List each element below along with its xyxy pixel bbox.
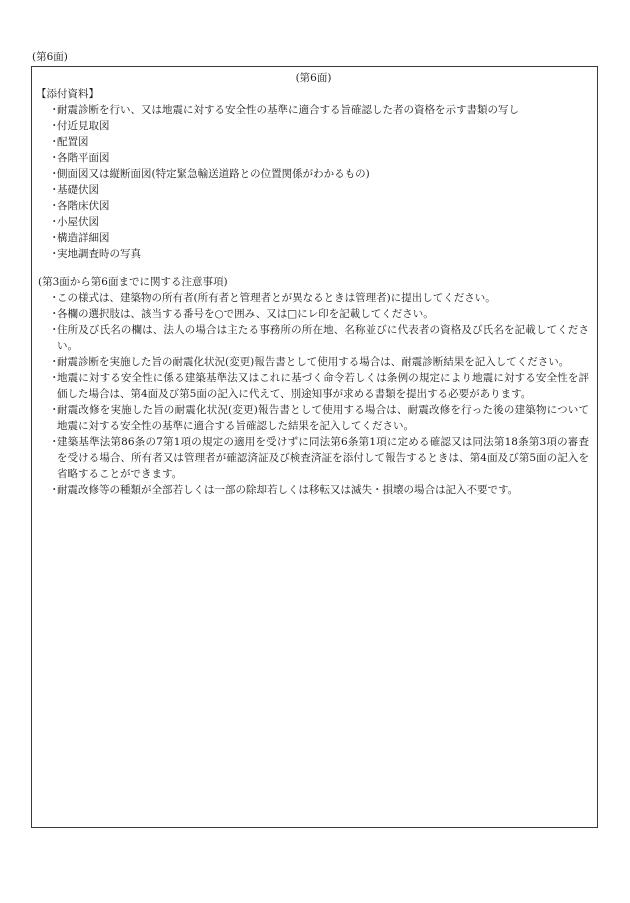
note-item: ・ 各欄の選択肢は、該当する番号を○で囲み、又は□にレ印を記載してください。 (49, 308, 434, 320)
note-item-text: 住所及び氏名の欄は、法人の場合は主たる事務所の所在地、名称並びに代表者の資格及び氏名を記載してください。 (57, 324, 589, 352)
attachment-item: ・ 小屋伏図 (49, 216, 99, 228)
attachment-item: ・ 基礎伏図 (49, 184, 99, 196)
attachment-item-text: 実地調査時の写真 (57, 248, 141, 260)
notes-heading: (第3面から第6面までに関する注意事項) (38, 276, 228, 288)
attachment-item: ・ 構造詳細図 (49, 232, 110, 244)
attachment-item-text: 側面図又は縦断面図(特定緊急輸送道路との位置関係がわかるもの) (57, 168, 370, 180)
note-item-text: 耐震改修等の種類が全部若しくは一部の除却若しくは移転又は滅失・損壊の場合は記入不要です。 (57, 484, 519, 496)
attachment-item: ・ 耐震診断を行い、又は地震に対する安全性の基準に適合する旨確認した者の資格を示す書類の写し (49, 104, 519, 116)
note-item-text: 建築基準法第86条の7第1項の規定の適用を受けずに同法第6条第1項に定める確認又は同法第18条第3項の審査を受ける場合、所有者又は管理者が確認済証及び検査済証を添付して報告するときは、第4面及び第5面の記入を省略することができます。 (57, 436, 589, 480)
attachment-item: ・ 付近見取図 (49, 120, 110, 132)
note-item-text: 耐震改修を実施した旨の耐震化状況(変更)報告書として使用する場合は、耐震改修を行った後の建築物について地震に対する安全性の基準に適合する旨確認した結果を記入してください。 (57, 404, 589, 432)
note-item: ・ 住所及び氏名の欄は、法人の場合は主たる事務所の所在地、名称並びに代表者の資格及び氏名を記載してください。 (49, 324, 589, 352)
notes-list (36, 290, 591, 498)
attachments-list (36, 102, 591, 262)
attachments-heading: 【添付資料】 (36, 88, 99, 100)
note-item: ・ 耐震改修等の種類が全部若しくは一部の除却若しくは移転又は滅失・損壊の場合は記入不要です。 (49, 484, 519, 496)
section-spacer (36, 262, 591, 274)
attachment-item: ・ 側面図又は縦断面図(特定緊急輸送道路との位置関係がわかるもの) (49, 168, 370, 180)
note-item-text: 各欄の選択肢は、該当する番号を○で囲み、又は□にレ印を記載してください。 (57, 308, 434, 320)
attachment-item-text: 小屋伏図 (57, 216, 99, 228)
frame-title: (第6面) (295, 72, 332, 84)
note-item: ・ 耐震診断を実施した旨の耐震化状況(変更)報告書として使用する場合は、耐震診断結果を記入してください。 (49, 356, 570, 368)
form-frame (31, 66, 598, 828)
attachment-item-text: 基礎伏図 (57, 184, 99, 196)
note-item: ・ この様式は、建築物の所有者(所有者と管理者とが異なるときは管理者)に提出してください。 (49, 292, 496, 304)
attachment-item-text: 耐震診断を行い、又は地震に対する安全性の基準に適合する旨確認した者の資格を示す書類の写し (57, 104, 519, 116)
attachment-item-text: 各階平面図 (57, 152, 110, 164)
attachment-item-text: 付近見取図 (57, 120, 110, 132)
attachment-item: ・ 配置図 (49, 136, 89, 148)
attachment-item-text: 構造詳細図 (57, 232, 110, 244)
note-item-text: 耐震診断を実施した旨の耐震化状況(変更)報告書として使用する場合は、耐震診断結果を記入してください。 (57, 356, 570, 368)
page-label: (第6面) (32, 51, 68, 63)
note-item: ・ 耐震改修を実施した旨の耐震化状況(変更)報告書として使用する場合は、耐震改修を行った後の建築物について地震に対する安全性の基準に適合する旨確認した結果を記入してください。 (49, 404, 589, 432)
attachment-item: ・ 各階床伏図 (49, 200, 110, 212)
note-item: ・ 建築基準法第86条の7第1項の規定の適用を受けずに同法第6条第1項に定める確認又は同法第18条第3項の審査を受ける場合、所有者又は管理者が確認済証及び検査済証を添付して報告するときは、第4面及び第5面の記入を省略することができます。 (49, 436, 589, 480)
note-item: ・ 地震に対する安全性に係る建築基準法又はこれに基づく命令若しくは条例の規定により地震に対する安全性を評価した場合は、第4面及び第5面の記入に代えて、別途知事が求める書類を提出する必要があります。 (49, 372, 589, 400)
attachment-item-text: 配置図 (57, 136, 89, 148)
note-item-text: 地震に対する安全性に係る建築基準法又はこれに基づく命令若しくは条例の規定により地震に対する安全性を評価した場合は、第4面及び第5面の記入に代えて、別途知事が求める書類を提出する必要があります。 (57, 372, 589, 400)
note-item-text: この様式は、建築物の所有者(所有者と管理者とが異なるときは管理者)に提出してください。 (57, 292, 496, 304)
attachment-item-text: 各階床伏図 (57, 200, 110, 212)
attachment-item: ・ 各階平面図 (49, 152, 110, 164)
attachment-item: ・ 実地調査時の写真 (49, 248, 141, 260)
